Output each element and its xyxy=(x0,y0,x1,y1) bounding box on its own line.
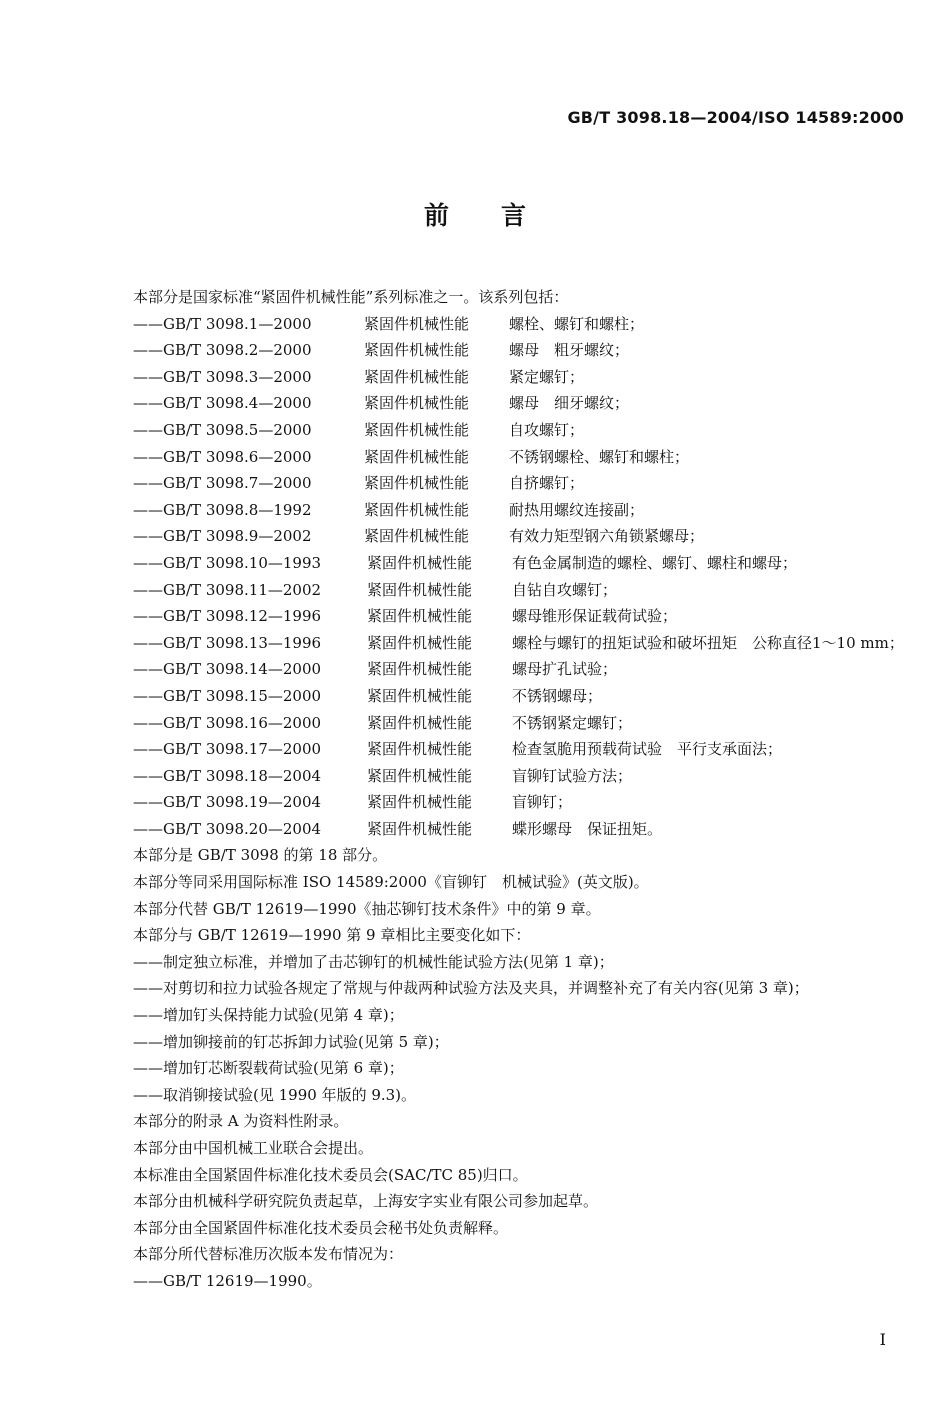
standard-number: ——GB/T 3098.5—2000 xyxy=(133,420,312,439)
series-title: 紧固件机械性能 xyxy=(367,713,473,732)
list-item: ——增加铆接前的钉芯拆卸力试验(见第 5 章)； xyxy=(133,1032,449,1051)
series-title: 紧固件机械性能 xyxy=(364,341,470,360)
standard-number: ——GB/T 3098.4—2000 xyxy=(133,394,312,413)
list-item: ——对剪切和拉力试验各规定了常规与仲裁两种试验方法及夹具，并调整补充了有关内容(见第 3 章)； xyxy=(133,979,809,998)
list-item: ——制定独立标准，并增加了击芯铆钉的机械性能试验方法(见第 1 章)； xyxy=(133,952,614,971)
paragraph: 本部分由机械科学研究院负责起草，上海安字实业有限公司参加起草。 xyxy=(133,1192,599,1211)
part-topic: 螺母 细牙螺纹； xyxy=(509,394,630,413)
part-topic: 自攻螺钉； xyxy=(509,420,585,439)
standard-number: ——GB/T 3098.12—1996 xyxy=(133,607,322,626)
standard-number: ——GB/T 3098.18—2004 xyxy=(133,766,322,785)
series-title: 紧固件机械性能 xyxy=(364,314,470,333)
part-topic: 耐热用螺纹连接副； xyxy=(509,500,645,519)
page-title: 前言 xyxy=(423,201,578,230)
series-title: 紧固件机械性能 xyxy=(364,394,470,413)
standard-number: ——GB/T 3098.2—2000 xyxy=(133,341,312,360)
standard-number: ——GB/T 3098.7—2000 xyxy=(133,474,312,493)
list-item xyxy=(133,417,908,444)
part-topic: 螺母 粗牙螺纹； xyxy=(509,341,630,360)
paragraph: 本部分等同采用国际标准 ISO 14589:2000《盲铆钉 机械试验》(英文版)。 xyxy=(133,873,649,892)
series-title: 紧固件机械性能 xyxy=(364,420,470,439)
standard-number: ——GB/T 3098.6—2000 xyxy=(133,447,312,466)
series-title: 紧固件机械性能 xyxy=(364,367,470,386)
standard-number: ——GB/T 3098.20—2004 xyxy=(133,819,322,838)
part-topic: 紧定螺钉； xyxy=(509,367,585,386)
list-item xyxy=(133,763,908,790)
standard-number: ——GB/T 3098.10—1993 xyxy=(133,553,322,572)
intro-paragraph: 本部分是国家标准“紧固件机械性能”系列标准之一。该系列包括： xyxy=(133,288,569,306)
series-title: 紧固件机械性能 xyxy=(367,660,473,679)
paragraph: 本部分是 GB/T 3098 的第 18 部分。 xyxy=(133,846,388,865)
list-item xyxy=(133,497,908,524)
series-title: 紧固件机械性能 xyxy=(364,474,470,493)
standard-code: GB/T 3098.18—2004/ISO 14589:2000 xyxy=(567,108,904,127)
part-topic: 螺栓与螺钉的扭矩试验和破坏扭矩 公称直径1～10 mm； xyxy=(512,633,904,652)
paragraph: 本部分代替 GB/T 12619—1990《抽芯铆钉技术条件》中的第 9 章。 xyxy=(133,899,601,918)
list-item xyxy=(133,683,908,710)
part-topic: 盲铆钉； xyxy=(512,793,573,812)
standard-number: ——GB/T 3098.17—2000 xyxy=(133,740,322,759)
series-title: 紧固件机械性能 xyxy=(367,766,473,785)
standard-number: ——GB/T 3098.8—1992 xyxy=(133,500,312,519)
standard-number: ——GB/T 3098.13—1996 xyxy=(133,633,322,652)
list-item xyxy=(133,550,908,577)
series-title: 紧固件机械性能 xyxy=(367,740,473,759)
list-item xyxy=(133,337,908,364)
standard-number: ——GB/T 3098.1—2000 xyxy=(133,314,312,333)
standard-number: ——GB/T 3098.11—2002 xyxy=(133,580,322,599)
list-item xyxy=(133,789,908,816)
list-item: ——增加钉芯断裂载荷试验(见第 6 章)； xyxy=(133,1059,404,1078)
list-item: ——增加钉头保持能力试验(见第 4 章)； xyxy=(133,1006,404,1025)
standard-number: ——GB/T 3098.19—2004 xyxy=(133,793,322,812)
paragraph: 本部分由中国机械工业联合会提出。 xyxy=(133,1139,374,1157)
list-item xyxy=(133,311,908,338)
list-item xyxy=(133,603,908,630)
paragraph: 本部分由全国紧固件标准化技术委员会秘书处负责解释。 xyxy=(133,1218,509,1237)
list-item xyxy=(133,736,908,763)
list-item xyxy=(133,523,908,550)
list-item xyxy=(133,816,908,843)
list-item xyxy=(133,470,908,497)
series-title: 紧固件机械性能 xyxy=(364,447,470,466)
part-topic: 盲铆钉试验方法； xyxy=(512,766,633,785)
series-title: 紧固件机械性能 xyxy=(364,527,470,546)
list-item xyxy=(133,630,908,657)
list-item xyxy=(133,710,908,737)
paragraph: 本部分的附录 A 为资料性附录。 xyxy=(133,1112,349,1131)
series-title: 紧固件机械性能 xyxy=(367,633,473,652)
series-title: 紧固件机械性能 xyxy=(367,686,473,705)
part-topic: 螺母扩孔试验； xyxy=(512,660,618,679)
part-topic: 不锈钢紧定螺钉； xyxy=(512,713,633,732)
part-topic: 螺栓、螺钉和螺柱； xyxy=(509,314,645,333)
series-title: 紧固件机械性能 xyxy=(367,819,473,838)
series-title: 紧固件机械性能 xyxy=(367,793,473,812)
part-topic: 检查氢脆用预载荷试验 平行支承面法； xyxy=(512,740,783,759)
part-topic: 不锈钢螺栓、螺钉和螺柱； xyxy=(509,447,690,466)
standard-number: ——GB/T 3098.16—2000 xyxy=(133,713,322,732)
paragraph: 本标准由全国紧固件标准化技术委员会(SAC/TC 85)归口。 xyxy=(133,1165,528,1184)
list-item xyxy=(133,577,908,604)
document-body xyxy=(133,284,908,1295)
series-title: 紧固件机械性能 xyxy=(364,500,470,519)
series-list xyxy=(133,311,908,843)
part-topic: 有色金属制造的螺栓、螺钉、螺柱和螺母； xyxy=(512,553,798,572)
part-topic: 有效力矩型钢六角锁紧螺母； xyxy=(509,527,705,546)
paragraph: 本部分所代替标准历次版本发布情况为： xyxy=(133,1245,404,1264)
list-item xyxy=(133,444,908,471)
series-title: 紧固件机械性能 xyxy=(367,580,473,599)
part-topic: 自挤螺钉； xyxy=(509,474,585,493)
list-item xyxy=(133,390,908,417)
part-topic: 蝶形螺母 保证扭矩。 xyxy=(512,819,663,838)
standard-number: ——GB/T 3098.9—2002 xyxy=(133,527,312,546)
standard-number: ——GB/T 3098.3—2000 xyxy=(133,367,312,386)
part-topic: 螺母锥形保证载荷试验； xyxy=(512,607,678,626)
standard-number: ——GB/T 3098.15—2000 xyxy=(133,686,322,705)
list-item xyxy=(133,364,908,391)
series-title: 紧固件机械性能 xyxy=(367,553,473,572)
list-item xyxy=(133,656,908,683)
part-topic: 不锈钢螺母； xyxy=(512,686,603,705)
list-item: ——取消铆接试验(见 1990 年版的 9.3)。 xyxy=(133,1085,417,1104)
standard-number: ——GB/T 3098.14—2000 xyxy=(133,660,322,679)
paragraph: 本部分与 GB/T 12619—1990 第 9 章相比主要变化如下： xyxy=(133,926,531,945)
part-topic: 自钻自攻螺钉； xyxy=(512,580,618,599)
series-title: 紧固件机械性能 xyxy=(367,607,473,626)
changes-list xyxy=(133,949,908,1109)
paragraph: ——GB/T 12619—1990。 xyxy=(133,1271,322,1290)
page-number: I xyxy=(879,1330,886,1349)
